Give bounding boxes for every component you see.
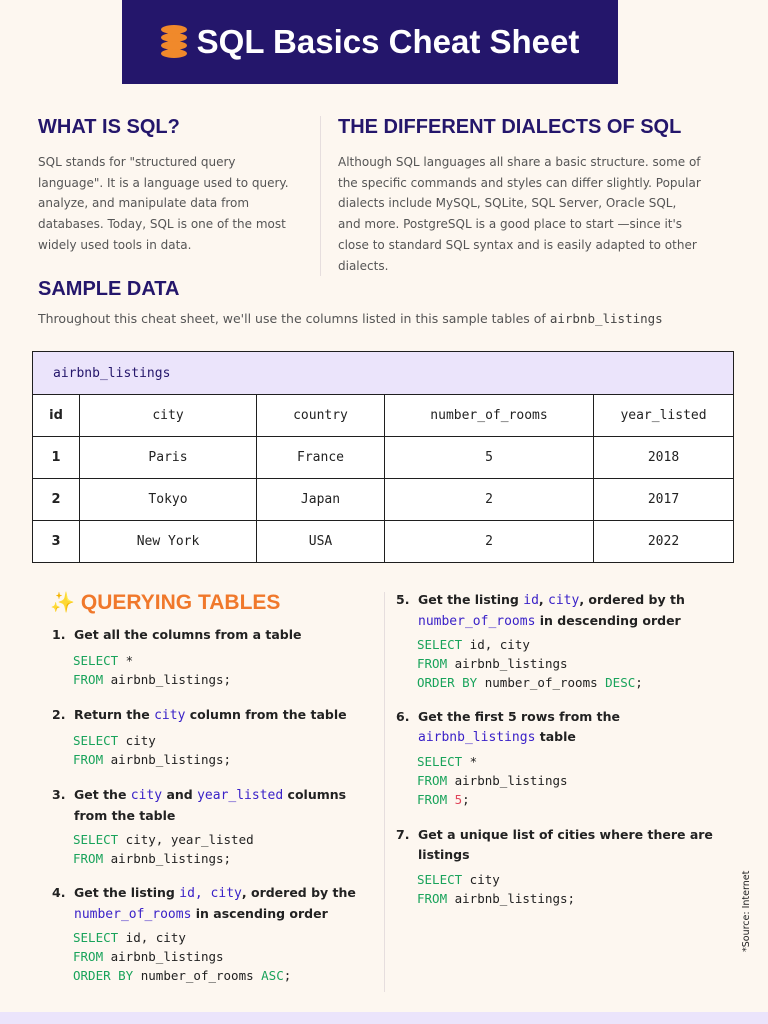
column-header: id <box>33 395 80 437</box>
sample-data-table <box>32 351 734 563</box>
dialects-heading: THE DIFFERENT DIALECTS OF SQL <box>338 116 682 138</box>
text-line: analyze, and manipulate data from <box>38 196 250 211</box>
code-block-6: SELECT * FROM airbnb_listings FROM 5; <box>417 754 568 808</box>
column-divider <box>320 116 321 276</box>
table-cell: 2 <box>385 479 594 521</box>
column-header: city <box>80 395 257 437</box>
item-text: Get all the columns from a table <box>74 627 302 642</box>
item-text: , ordered by the <box>241 885 356 900</box>
query-item-7 <box>396 825 713 864</box>
query-item-4 <box>52 883 356 924</box>
table-cell: France <box>257 437 385 479</box>
code-block-3: SELECT city, year_listed FROM airbnb_listings; <box>73 832 254 867</box>
table-cell: USA <box>257 521 385 563</box>
item-number: 5. <box>396 592 410 607</box>
item-number: 1. <box>52 627 66 642</box>
code-block-1: SELECT * FROM airbnb_listings; <box>73 653 232 688</box>
column-header: number_of_rooms <box>385 395 594 437</box>
sample-intro-text: Throughout this cheat sheet, we'll use the columns listed in this sample tables of <box>38 311 546 326</box>
item-text: columns <box>283 787 347 802</box>
text-line: the specific commands and styles can differ slightly. Popular <box>338 175 701 190</box>
item-text: Get the first 5 rows from the <box>418 709 621 724</box>
table-cell: 2018 <box>594 437 734 479</box>
querying-tables-heading <box>50 590 280 615</box>
item-text: column from the table <box>185 707 347 722</box>
query-item-5 <box>396 590 685 631</box>
footer-band <box>0 1012 768 1024</box>
item-keyword: id, city <box>179 886 242 901</box>
item-keyword: year_listed <box>197 788 284 803</box>
item-text: Get the listing <box>74 885 180 900</box>
column-header: country <box>257 395 385 437</box>
item-keyword: city <box>548 593 580 608</box>
text-line: dialects include MySQL, SQLite, SQL Server, Oracle SQL, <box>338 196 677 211</box>
table-cell: 1 <box>33 437 80 479</box>
column-header: year_listed <box>594 395 734 437</box>
item-number: 7. <box>396 827 410 842</box>
table-cell: Paris <box>80 437 257 479</box>
query-item-2 <box>52 705 347 726</box>
text-line: widely used tools in data. <box>38 237 192 252</box>
text-line: Although SQL languages all share a basic structure. some of <box>338 155 701 169</box>
table-cell: 5 <box>385 437 594 479</box>
item-text: in ascending order <box>191 905 328 921</box>
table-cell: Tokyo <box>80 479 257 521</box>
item-text: in descending order <box>535 612 681 628</box>
item-text: table <box>535 728 576 744</box>
text-line: SQL stands for "structured query <box>38 155 236 169</box>
table-cell: 3 <box>33 521 80 563</box>
item-text: Get the <box>74 787 131 802</box>
sparkles-icon: ✨ <box>50 592 75 614</box>
header-banner <box>122 0 618 84</box>
table-row <box>33 521 734 563</box>
table-cell: 2017 <box>594 479 734 521</box>
table-cell: New York <box>80 521 257 563</box>
item-text: and <box>162 787 198 802</box>
table-cell: 2 <box>385 521 594 563</box>
code-block-7: SELECT city FROM airbnb_listings; <box>417 872 576 907</box>
query-item-3 <box>52 785 346 825</box>
sample-intro-table-name: airbnb_listings <box>549 311 663 326</box>
item-text: from the table <box>74 807 176 823</box>
item-text: Get a unique list of cities where there are <box>418 827 713 842</box>
code-block-4: SELECT id, city FROM airbnb_listings ORDER BY number_of_rooms ASC; <box>73 930 292 984</box>
code-block-5: SELECT id, city FROM airbnb_listings ORDER BY number_of_rooms DESC; <box>417 637 643 691</box>
what-is-sql-heading: WHAT IS SQL? <box>38 116 180 138</box>
query-item-1 <box>52 625 302 645</box>
page-title: SQL Basics Cheat Sheet <box>196 23 580 60</box>
what-is-sql-text <box>38 152 310 256</box>
database-icon <box>161 25 187 59</box>
text-line: language". It is a language used to query. <box>38 175 289 190</box>
sample-data-heading: SAMPLE DATA <box>38 278 180 300</box>
querying-tables-title: QUERYING TABLES <box>80 590 281 614</box>
text-line: and more. PostgreSQL is a good place to start —since it's <box>338 217 683 232</box>
text-line: databases. Today, SQL is one of the most <box>38 217 286 232</box>
code-block-2: SELECT city FROM airbnb_listings; <box>73 733 232 768</box>
table-cell: Japan <box>257 479 385 521</box>
item-text: Get the listing <box>418 592 524 607</box>
item-keyword: city <box>130 788 163 803</box>
table-row <box>33 437 734 479</box>
item-text: Return the <box>74 707 155 722</box>
item-number: 6. <box>396 709 410 724</box>
item-number: 3. <box>52 787 66 802</box>
item-keyword: airbnb_listings <box>418 729 536 745</box>
text-line: dialects. <box>338 258 389 273</box>
table-header-row <box>33 395 734 437</box>
source-note: *Source: Internet <box>741 870 752 952</box>
table-caption: airbnb_listings <box>33 352 734 395</box>
table-cell: 2022 <box>594 521 734 563</box>
item-text: , ordered by th <box>579 592 685 607</box>
item-keyword: id <box>523 593 539 608</box>
table-row <box>33 479 734 521</box>
item-number: 4. <box>52 885 66 900</box>
item-keyword: city <box>154 708 186 723</box>
item-text: , <box>538 592 549 607</box>
item-keyword: number_of_rooms <box>418 613 536 629</box>
query-item-6 <box>396 707 620 747</box>
sample-intro <box>38 311 663 326</box>
table-cell: 2 <box>33 479 80 521</box>
item-keyword: number_of_rooms <box>74 906 192 922</box>
text-line: close to standard SQL syntax and is easily adapted to other <box>338 237 697 252</box>
item-number: 2. <box>52 707 66 722</box>
dialects-text <box>338 152 738 276</box>
item-text: listings <box>418 846 470 862</box>
column-divider <box>384 592 385 992</box>
